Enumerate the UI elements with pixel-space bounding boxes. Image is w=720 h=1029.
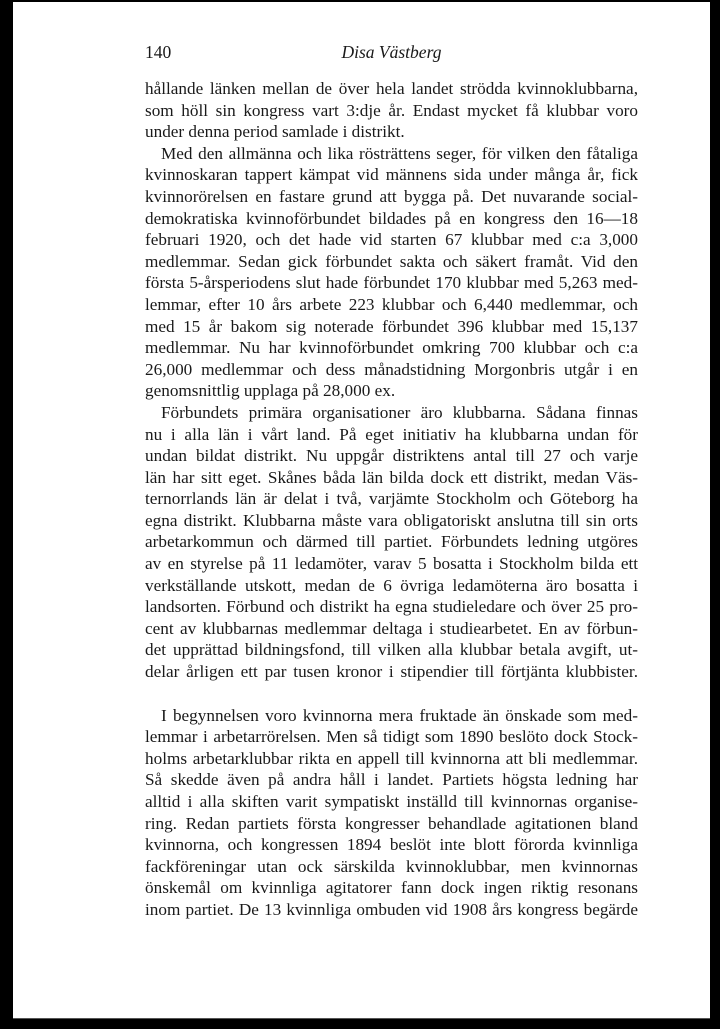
text-line: undan bildat distrikt. Nu uppgår distriktens antal till 27 och varje <box>145 446 638 466</box>
text-line: Förbundets primära organisationer äro klubbarna. Sådana finnas <box>161 402 638 422</box>
text-line: Med den allmänna och lika rösträttens seger, för vilken den fåtaliga <box>161 143 638 163</box>
text-line: inom partiet. De 13 kvinnliga ombuden vid 1908 års kongress begärde <box>145 899 638 919</box>
text-line: verkställande utskott, medan de 6 övriga ledamöterna äro bosatta i <box>145 575 638 595</box>
text-line: 26,000 medlemmar och dess månadstidning Morgonbris utgår i en <box>145 359 638 379</box>
text-line: med 15 år bakom sig noterade förbundet 396 klubbar med 15,137 <box>145 316 638 336</box>
text-line: ternorrlands län är delat i två, varjämte Stockholm och Göteborg ha <box>145 489 638 509</box>
text-line: februari 1920, och det hade vid starten 67 klubbar med c:a 3,000 <box>145 230 638 250</box>
text-line: kvinnorna, och kongressen 1894 beslöt inte blott förorda kvinnliga <box>145 835 638 855</box>
paragraph-4 <box>145 705 638 921</box>
text-line: genomsnittlig upplaga på 28,000 ex. <box>145 381 396 401</box>
text-line: alltid i alla skiften varit sympatiskt inställd till kvinnornas organise- <box>145 792 638 811</box>
text-line: I begynnelsen voro kvinnorna mera fruktade än önskade som med- <box>161 705 638 725</box>
text-line: hållande länken mellan de över hela landet strödda kvinnoklubbarna, <box>145 79 638 98</box>
text-line: holms arbetarklubbar rikta en appell till kvinnorna att bli medlemmar. <box>145 748 638 768</box>
text-line: under denna period samlade i distrikt. <box>145 122 405 142</box>
text-line: nu i alla län i vårt land. På eget initiativ ha klubbarna undan för <box>145 424 638 444</box>
text-line: arbetarkommun och därmed till partiet. Förbundets ledning utgöres <box>145 532 638 552</box>
text-line: medlemmar. Nu har kvinnoförbundet omkring 700 klubbar och c:a <box>145 338 638 358</box>
running-title: Disa Västberg <box>341 42 442 62</box>
text-line: delar årligen ett par tusen kronor i stipendier till förtjänta klubbister. <box>145 662 638 682</box>
text-line: första 5-årsperiodens slut hade förbundet 170 klubbar med 5,263 med- <box>145 273 638 293</box>
text-line: det upprättad bildningsfond, till vilken alla klubbar betala avgift, ut- <box>145 640 638 660</box>
text-line: egna distrikt. Klubbarna måste vara obligatoriskt anslutna till sin orts <box>145 510 638 530</box>
text-line: av en styrelse på 11 ledamöter, varav 5 bosatta i Stockholm bilda ett <box>145 554 638 574</box>
paragraph-2 <box>145 143 638 402</box>
text-line: Så skedde även på andra håll i landet. Partiets högsta ledning har <box>145 770 638 790</box>
text-line: kvinnoskaran tappert kämpat vid männens sida under många år, fick <box>145 165 638 185</box>
text-line: som höll sin kongress vart 3:dje år. Endast mycket få klubbar voro <box>145 100 638 120</box>
page-bottom-edge <box>13 1018 710 1019</box>
text-line: ring. Redan partiets första kongresser behandlade agitationen bland <box>145 813 638 833</box>
text-line: län har sitt eget. Skånes båda län bilda dock ett distrikt, medan Väs- <box>145 467 638 487</box>
text-line: önskemål om kvinnliga agitatorer fann dock ingen riktig resonans <box>145 878 638 898</box>
scanned-page <box>13 2 710 1018</box>
section-break <box>145 683 638 705</box>
text-line: fackföreningar utan ock särskilda kvinnoklubbar, men kvinnornas <box>145 856 638 876</box>
text-line: demokratiska kvinnoförbundet bildades på en kongress den 16—18 <box>145 208 638 228</box>
paragraph-1 <box>145 78 638 143</box>
text-line: medlemmar. Sedan gick förbundet sakta och säkert framåt. Vid den <box>145 251 638 271</box>
text-line: cent av klubbarnas medlemmar deltaga i studiearbetet. En av förbun- <box>145 618 638 638</box>
text-line: landsorten. Förbund och distrikt ha egna studieledare och över 25 pro- <box>145 597 638 617</box>
body-text <box>145 78 638 921</box>
text-line: kvinnorörelsen en fastare grund att bygga på. Det nuvarande social- <box>145 186 638 206</box>
page-number: 140 <box>145 42 172 62</box>
text-line: lemmar, efter 10 års arbete 223 klubbar och 6,440 medlemmar, och <box>145 294 638 314</box>
text-line: lemmar i arbetarrörelsen. Men så tidigt som 1890 beslöto dock Stock- <box>145 727 638 747</box>
running-head <box>145 42 638 64</box>
paragraph-3 <box>145 402 638 683</box>
